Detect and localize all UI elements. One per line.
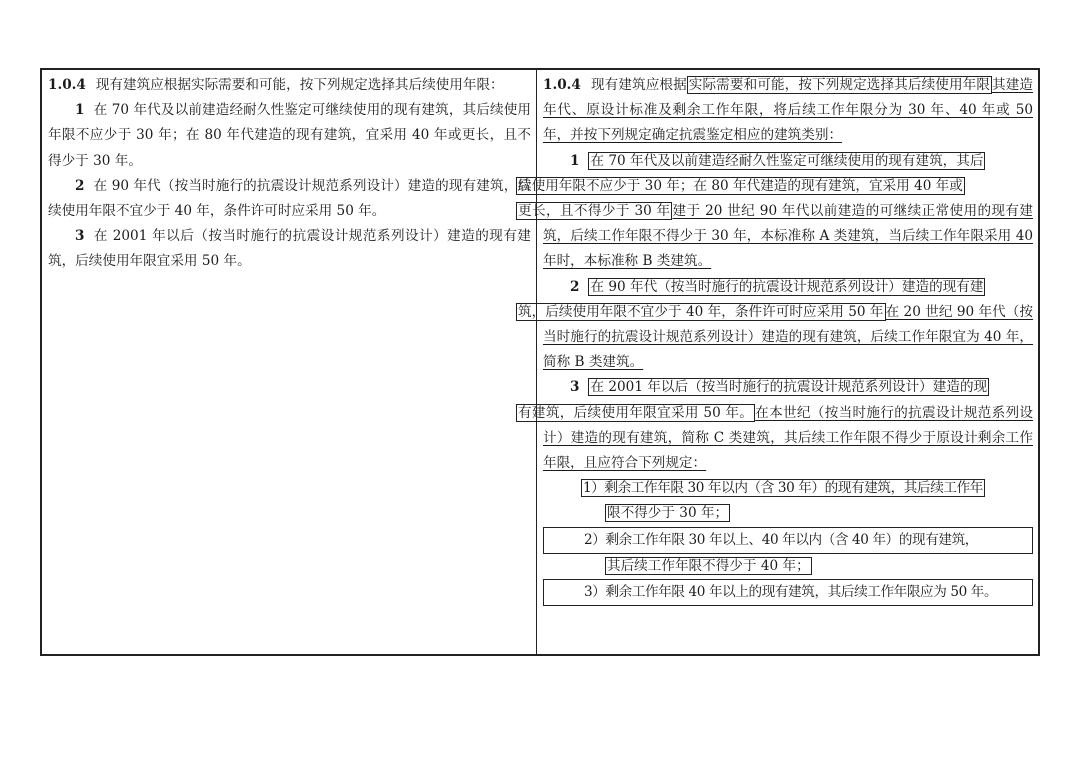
clause-number: 1.0.4	[48, 77, 86, 93]
revised-item-1	[518, 149, 1033, 275]
revised-subitem-3	[543, 579, 1033, 606]
item-number: 3	[75, 228, 85, 245]
subitem-text: 剩余工作年限 30 年以内（含 30 年）的现有建筑，其后续工作年	[604, 480, 983, 497]
subitem-label: 1）	[583, 480, 605, 497]
item-number: 2	[570, 278, 580, 295]
subitem-text: 剩余工作年限 40 年以上的现有建筑，其后续工作年限应为 50 年。	[605, 584, 998, 601]
revised-subitem-1	[543, 476, 1033, 526]
original-item-2	[48, 174, 531, 224]
added-text-underline: 在 20 世纪 90 年代（按当时施行的抗震设计规范系列设计）建造的现有建筑，后续工作年限宜为 40 年，简称 B 类建筑。	[543, 303, 1033, 371]
subitem-text: 其后续工作年限不得少于 40 年；	[607, 557, 810, 574]
intro-plain: 现有建筑应根据	[590, 77, 687, 93]
deleted-text-box: 实际需要和可能，按下列规定选择其后续使用年限	[688, 77, 991, 93]
added-text-underline: 其建造年代、原设计标准及剩余工作年限，将后续工作年限分为 30 年、40 年或 50 年，并按下列规定确定抗震鉴定相应的建筑类别：	[543, 77, 1034, 144]
revised-item-3	[518, 375, 1033, 476]
original-intro	[48, 73, 531, 98]
item-number: 1	[570, 152, 580, 169]
revised-subitem-2	[543, 527, 1033, 579]
item-number: 3	[570, 379, 580, 396]
intro-text: 现有建筑应根据实际需要和可能，按下列规定选择其后续使用年限：	[95, 77, 504, 93]
revised-clause-column	[518, 70, 1038, 654]
revised-item-2	[518, 275, 1033, 376]
deleted-text-box: 续使用年限不应少于 30 年；在 80 年代建造的现有建筑，宜采用 40 年或	[518, 177, 963, 194]
item-number: 2	[75, 177, 85, 194]
deleted-text-box: 有建筑，后续使用年限宜采用 50 年。	[518, 404, 754, 421]
item-text: 在 2001 年以后（按当时施行的抗震设计规范系列设计）建造的现有建筑，后续使用年限宜采用 50 年。	[48, 228, 531, 270]
subitem-text: 剩余工作年限 30 年以上、40 年以内（含 40 年）的现有建筑，	[605, 531, 979, 548]
item-text: 在 90 年代（按当时施行的抗震设计规范系列设计）建造的现有建筑，后续使用年限不宜少于 40 年，条件许可时应采用 50 年。	[48, 177, 531, 220]
revised-intro	[543, 73, 1033, 149]
subitem-label: 3）	[584, 584, 606, 601]
subitem-label: 2）	[584, 531, 606, 548]
subitem-text: 限不得少于 30 年；	[607, 505, 729, 522]
deleted-text-box: 在 2001 年以后（按当时施行的抗震设计规范系列设计）建造的现	[590, 379, 988, 396]
original-clause-column	[42, 70, 537, 654]
clause-number: 1.0.4	[543, 77, 581, 93]
deleted-text-box: 在 70 年代及以前建造经耐久性鉴定可继续使用的现有建筑，其后	[590, 152, 984, 169]
added-text-underline: 建于 20 世纪 90 年代以前建造的可继续正常使用的现有建筑，后续工作年限不得少于 30 年，本标准称 A 类建筑，当后续工作年限采用 40 年时，本标准称 B 类建筑。	[543, 203, 1033, 270]
deleted-text-box: 在 90 年代（按当时施行的抗震设计规范系列设计）建造的现有建	[590, 278, 984, 295]
item-number: 1	[75, 102, 85, 119]
comparison-table	[40, 68, 1040, 656]
original-item-1	[48, 98, 531, 174]
added-text-underline: 在本世纪（按当时施行的抗震设计规范系列设计）建造的现有建筑，简称 C 类建筑，其后续工作年限不得少于原设计剩余工作年限，且应符合下列规定：	[543, 404, 1033, 472]
deleted-text-box: 更长，且不得少于 30 年	[518, 203, 671, 220]
original-item-3	[48, 224, 531, 274]
item-text: 在 70 年代及以前建造经耐久性鉴定可继续使用的现有建筑，其后续使用年限不应少于 30 年；在 80 年代建造的现有建筑，宜采用 40 年或更长，且不得少于 30 年。	[48, 102, 531, 169]
deleted-text-box: 筑，后续使用年限不宜少于 40 年，条件许可时应采用 50 年	[518, 303, 884, 320]
